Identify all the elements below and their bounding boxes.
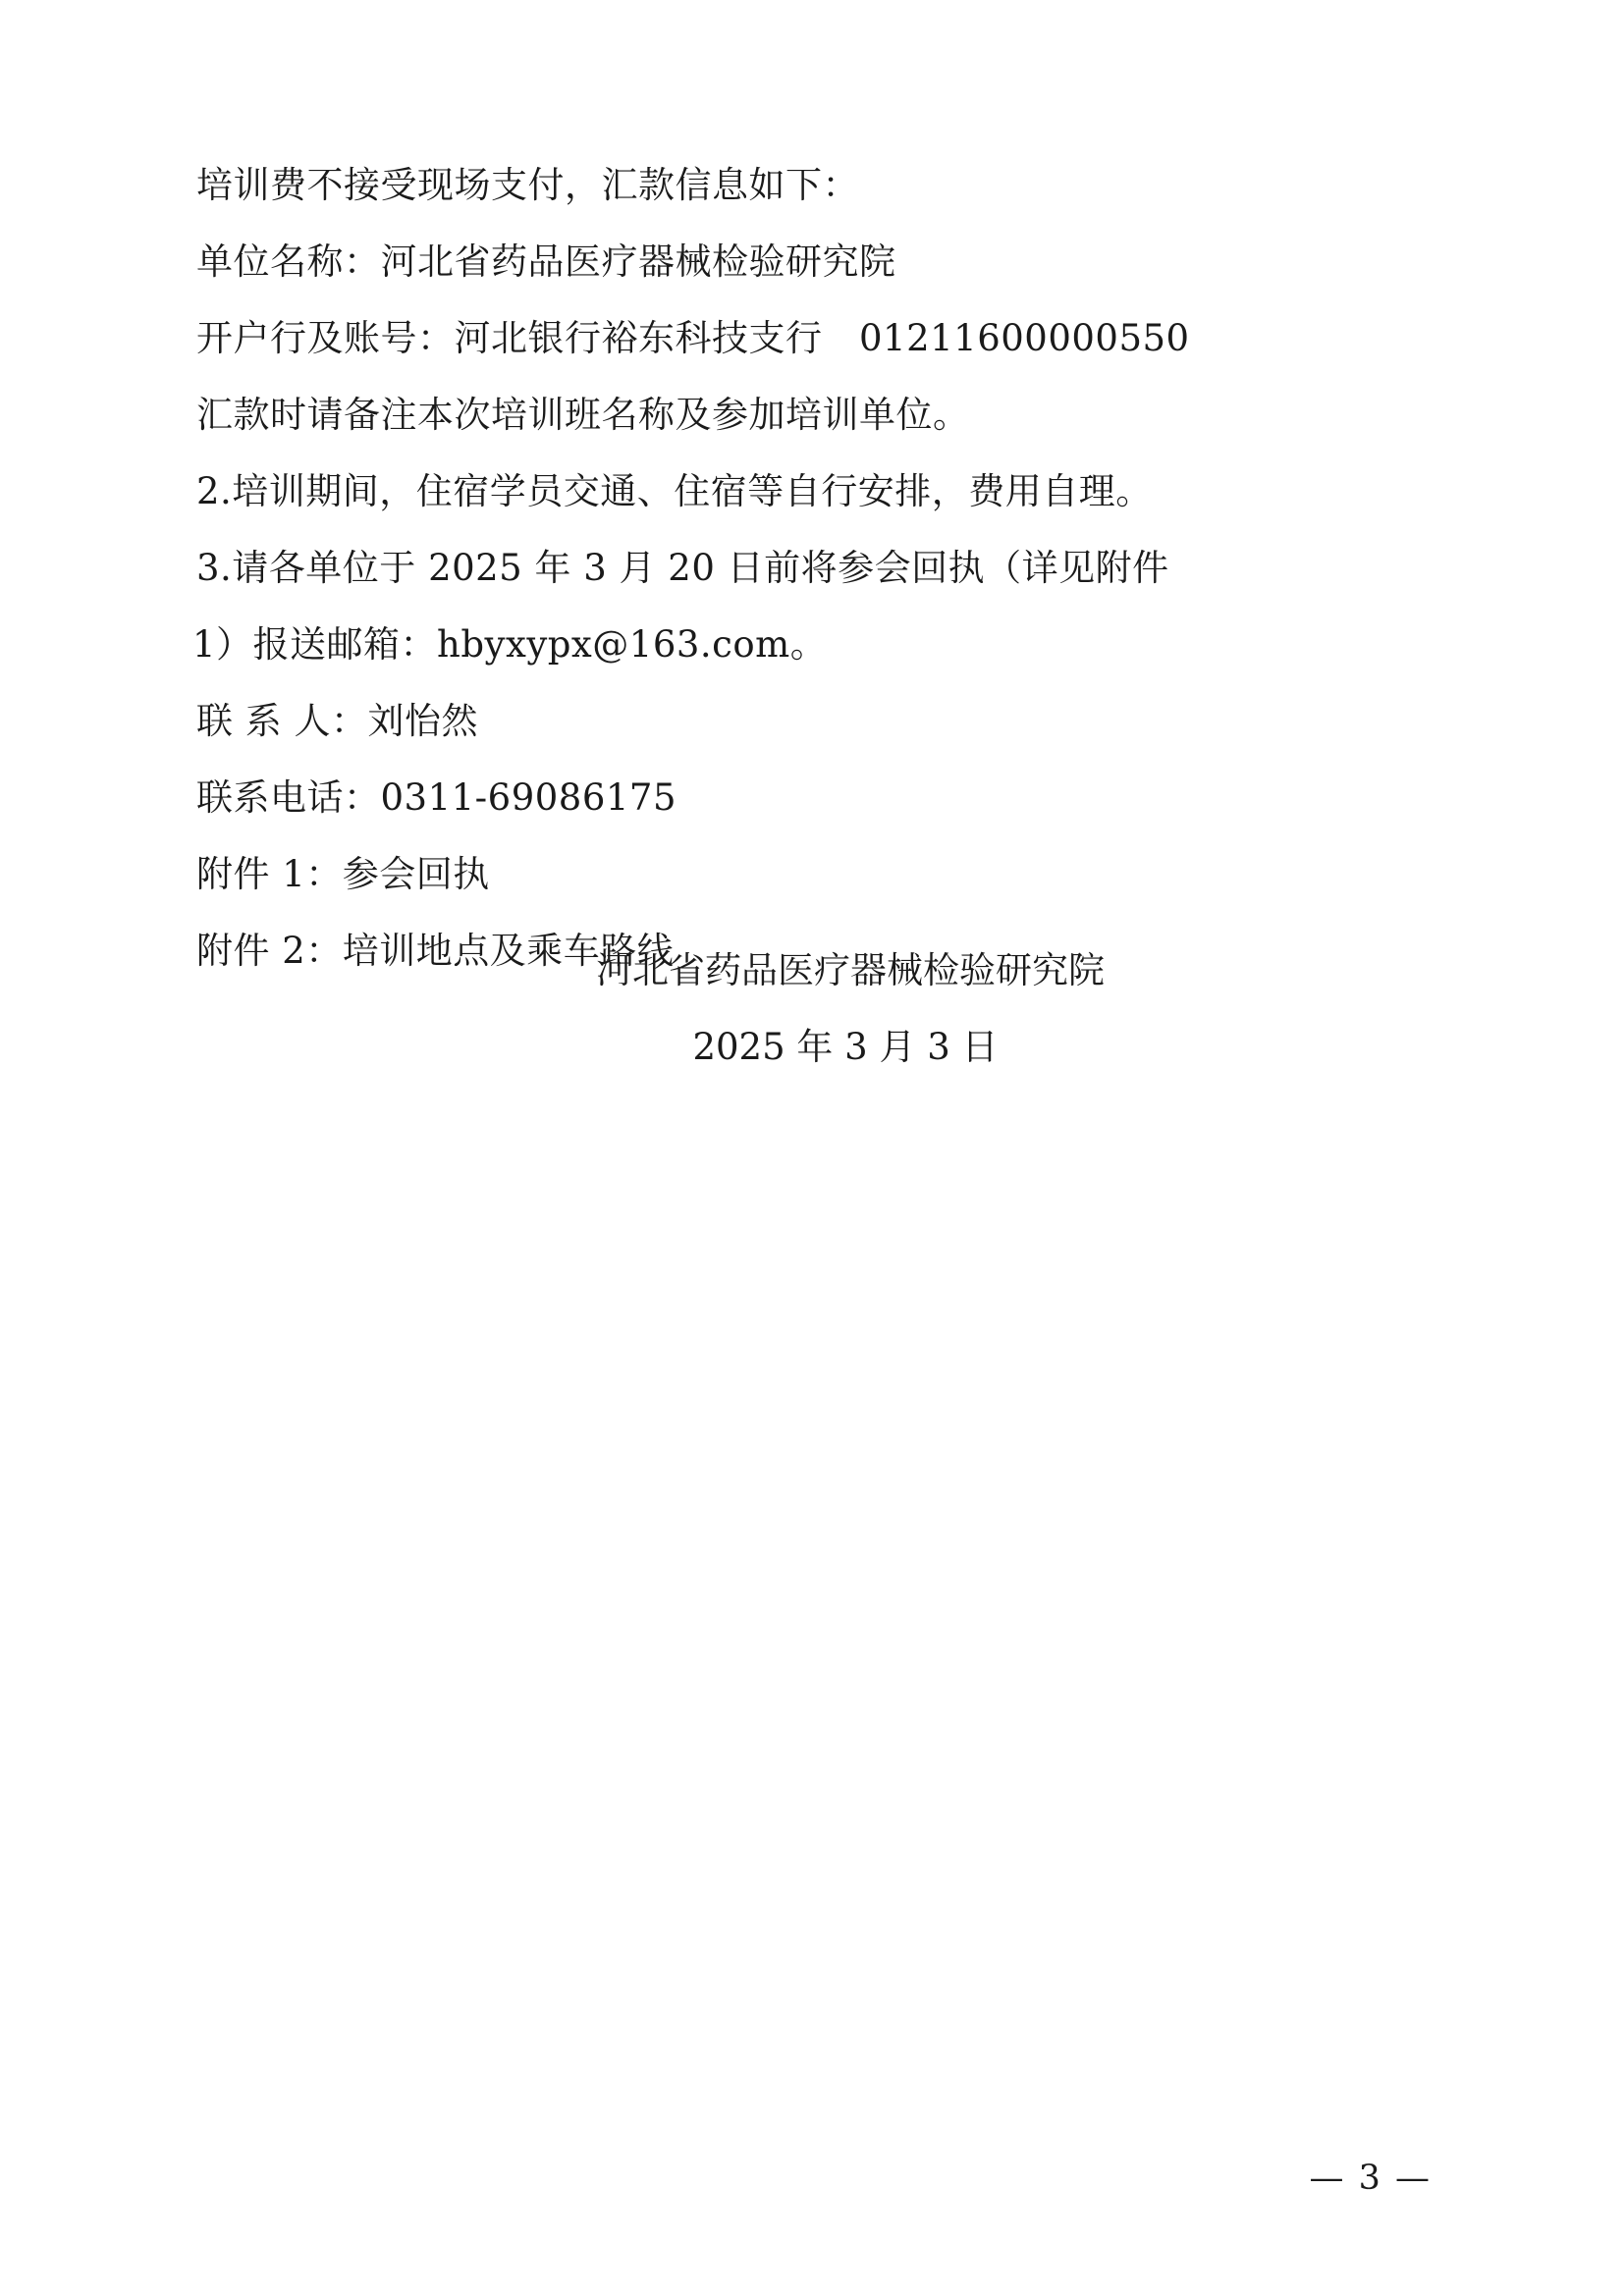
paragraph-item-3-cont: 1）报送邮箱：hbyxypx@163.com。 [192,623,828,666]
paragraph-attachment-2: 附件 2：培训地点及乘车路线 [196,930,675,972]
signature-date: 2025 年 3 月 3 日 [692,1026,999,1068]
document-body [192,147,1439,989]
signature-block [192,933,1439,1086]
paragraph-item-2: 2.培训期间，住宿学员交通、住宿等自行安排，费用自理。 [196,470,1153,512]
paragraph-account-name: 单位名称：河北省药品医疗器械检验研究院 [196,240,896,283]
paragraph-remittance-note: 汇款时请备注本次培训班名称及参加培训单位。 [196,394,970,436]
paragraph-remittance-intro: 培训费不接受现场支付，汇款信息如下： [196,164,859,206]
paragraph-contact-phone: 联系电话：0311-69086175 [196,776,677,819]
signature-organization: 河北省药品医疗器械检验研究院 [596,949,1105,991]
page-number: — 3 — [1309,2159,1432,2198]
paragraph-attachment-1: 附件 1：参会回执 [196,853,490,895]
paragraph-item-3: 3.请各单位于 2025 年 3 月 20 日前将参会回执（详见附件 [196,547,1169,589]
paragraph-bank-account: 开户行及账号：河北银行裕东科技支行 01211600000550 [196,317,1190,359]
paragraph-contact-person: 联 系 人：刘怡然 [196,700,479,742]
